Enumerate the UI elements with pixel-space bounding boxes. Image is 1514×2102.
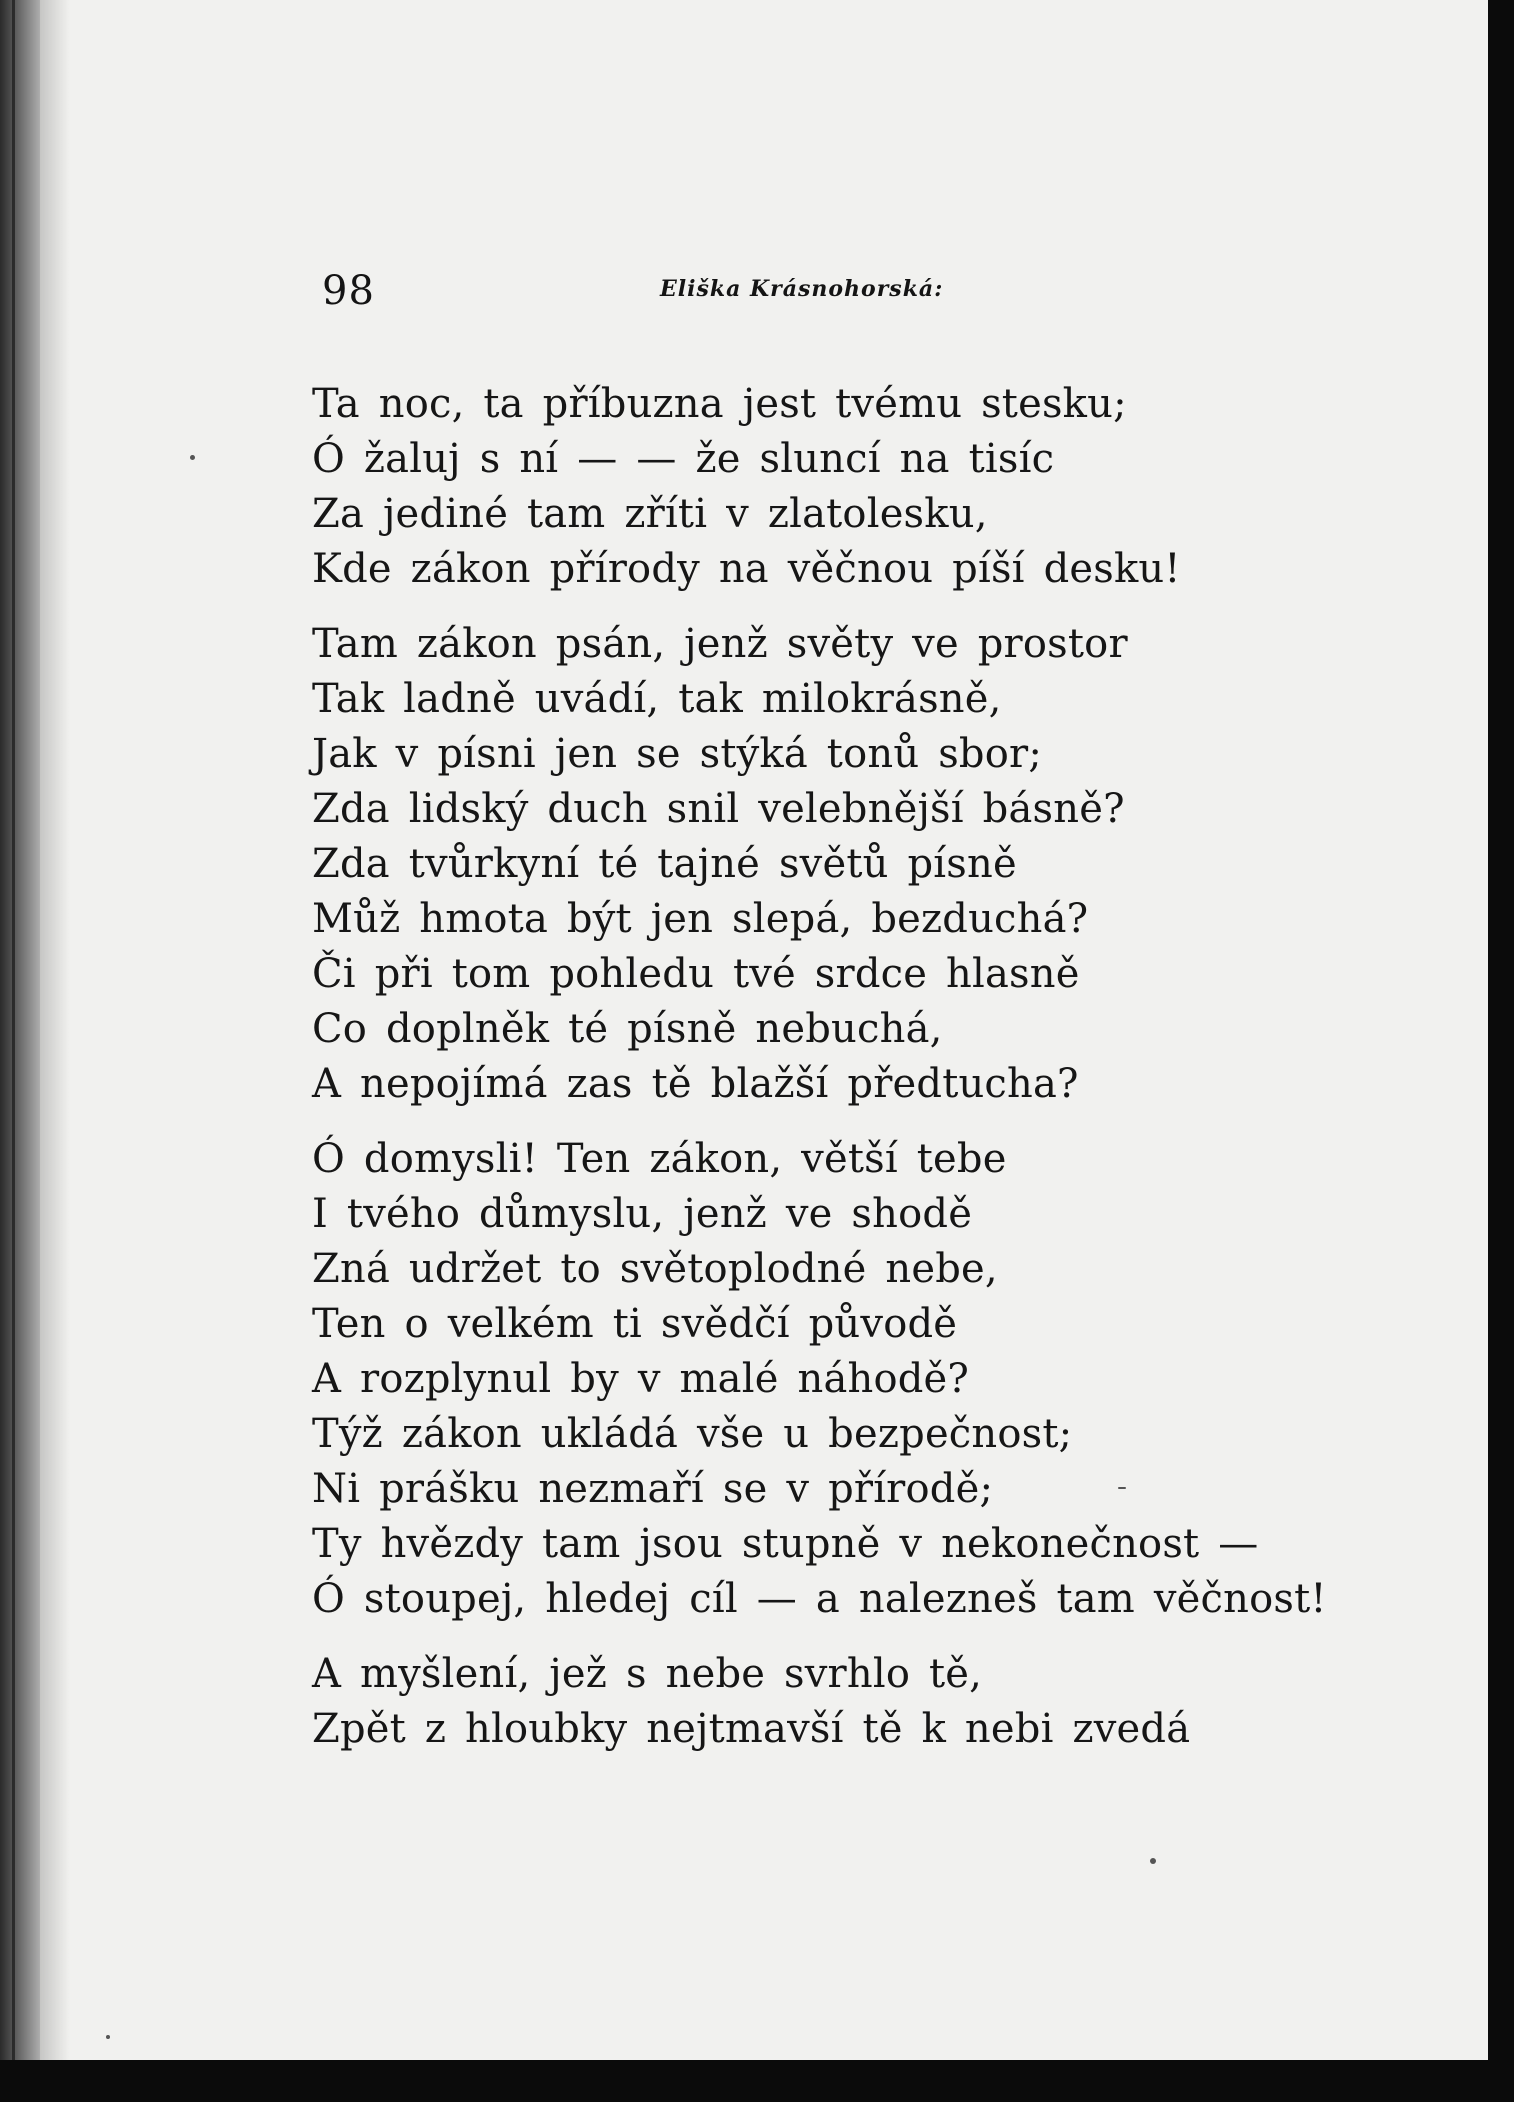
poem-line: Zda lidský duch snil velebnější básně? (312, 786, 1125, 832)
poem-line: Tak ladně uvádí, tak milokrásně, (312, 676, 1002, 722)
bottom-scan-border (0, 2060, 1514, 2102)
scan-speck (190, 455, 195, 460)
poem-line: Za jediné tam zříti v zlatolesku, (312, 491, 988, 537)
poem-line: Jak v písni jen se stýká tonů sbor; (312, 731, 1043, 777)
stanza (312, 1647, 1312, 1757)
poem-line: I tvého důmyslu, jenž ve shodě (312, 1191, 973, 1237)
poem-line: Kde zákon přírody na věčnou píší desku! (312, 546, 1181, 592)
stanza (312, 617, 1312, 1112)
poem-line: Ó žaluj s ní — — že sluncí na tisíc (312, 436, 1055, 482)
page-number: 98 (322, 268, 375, 314)
poem-line: Ni prášku nezmaří se v přírodě; (312, 1466, 994, 1512)
poem-line: Ty hvězdy tam jsou stupně v nekonečnost — (312, 1521, 1259, 1567)
poem-line: Tam zákon psán, jenž světy ve prostor (312, 621, 1128, 667)
poem-line: Či při tom pohledu tvé srdce hlasně (312, 951, 1080, 997)
poem-line: Ten o velkém ti svědčí původě (312, 1301, 958, 1347)
poem-line: Ó domysli! Ten zákon, větší tebe (312, 1136, 1007, 1182)
scan-speck (1118, 1487, 1126, 1489)
running-title: Eliška Krásnohorská: (660, 276, 944, 302)
poem-line: Ta noc, ta příbuzna jest tvému stesku; (312, 381, 1127, 427)
poem-line: A rozplynul by v malé náhodě? (312, 1356, 970, 1402)
scan-speck (1150, 1858, 1156, 1864)
poem-body (312, 377, 1327, 1777)
right-scan-border (1488, 0, 1514, 2102)
poem-line: Zpět z hloubky nejtmavší tě k nebi zvedá (312, 1706, 1191, 1752)
poem-line: A myšlení, jež s nebe svrhlo tě, (312, 1651, 983, 1697)
stanza (312, 377, 1312, 597)
poem-line: Ó stoupej, hledej cíl — a nalezneš tam věčnost! (312, 1576, 1327, 1622)
poem-line: A nepojímá zas tě blažší předtucha? (312, 1061, 1079, 1107)
stanza (312, 1132, 1327, 1627)
scan-speck (106, 2035, 110, 2039)
poem-line: Můž hmota být jen slepá, bezduchá? (312, 896, 1089, 942)
poem-line: Týž zákon ukládá vše u bezpečnost; (312, 1411, 1073, 1457)
poem-line: Zná udržet to světoplodné nebe, (312, 1246, 998, 1292)
poem-line: Co doplněk té písně nebuchá, (312, 1006, 943, 1052)
poem-line: Zda tvůrkyní té tajné světů písně (312, 841, 1017, 887)
